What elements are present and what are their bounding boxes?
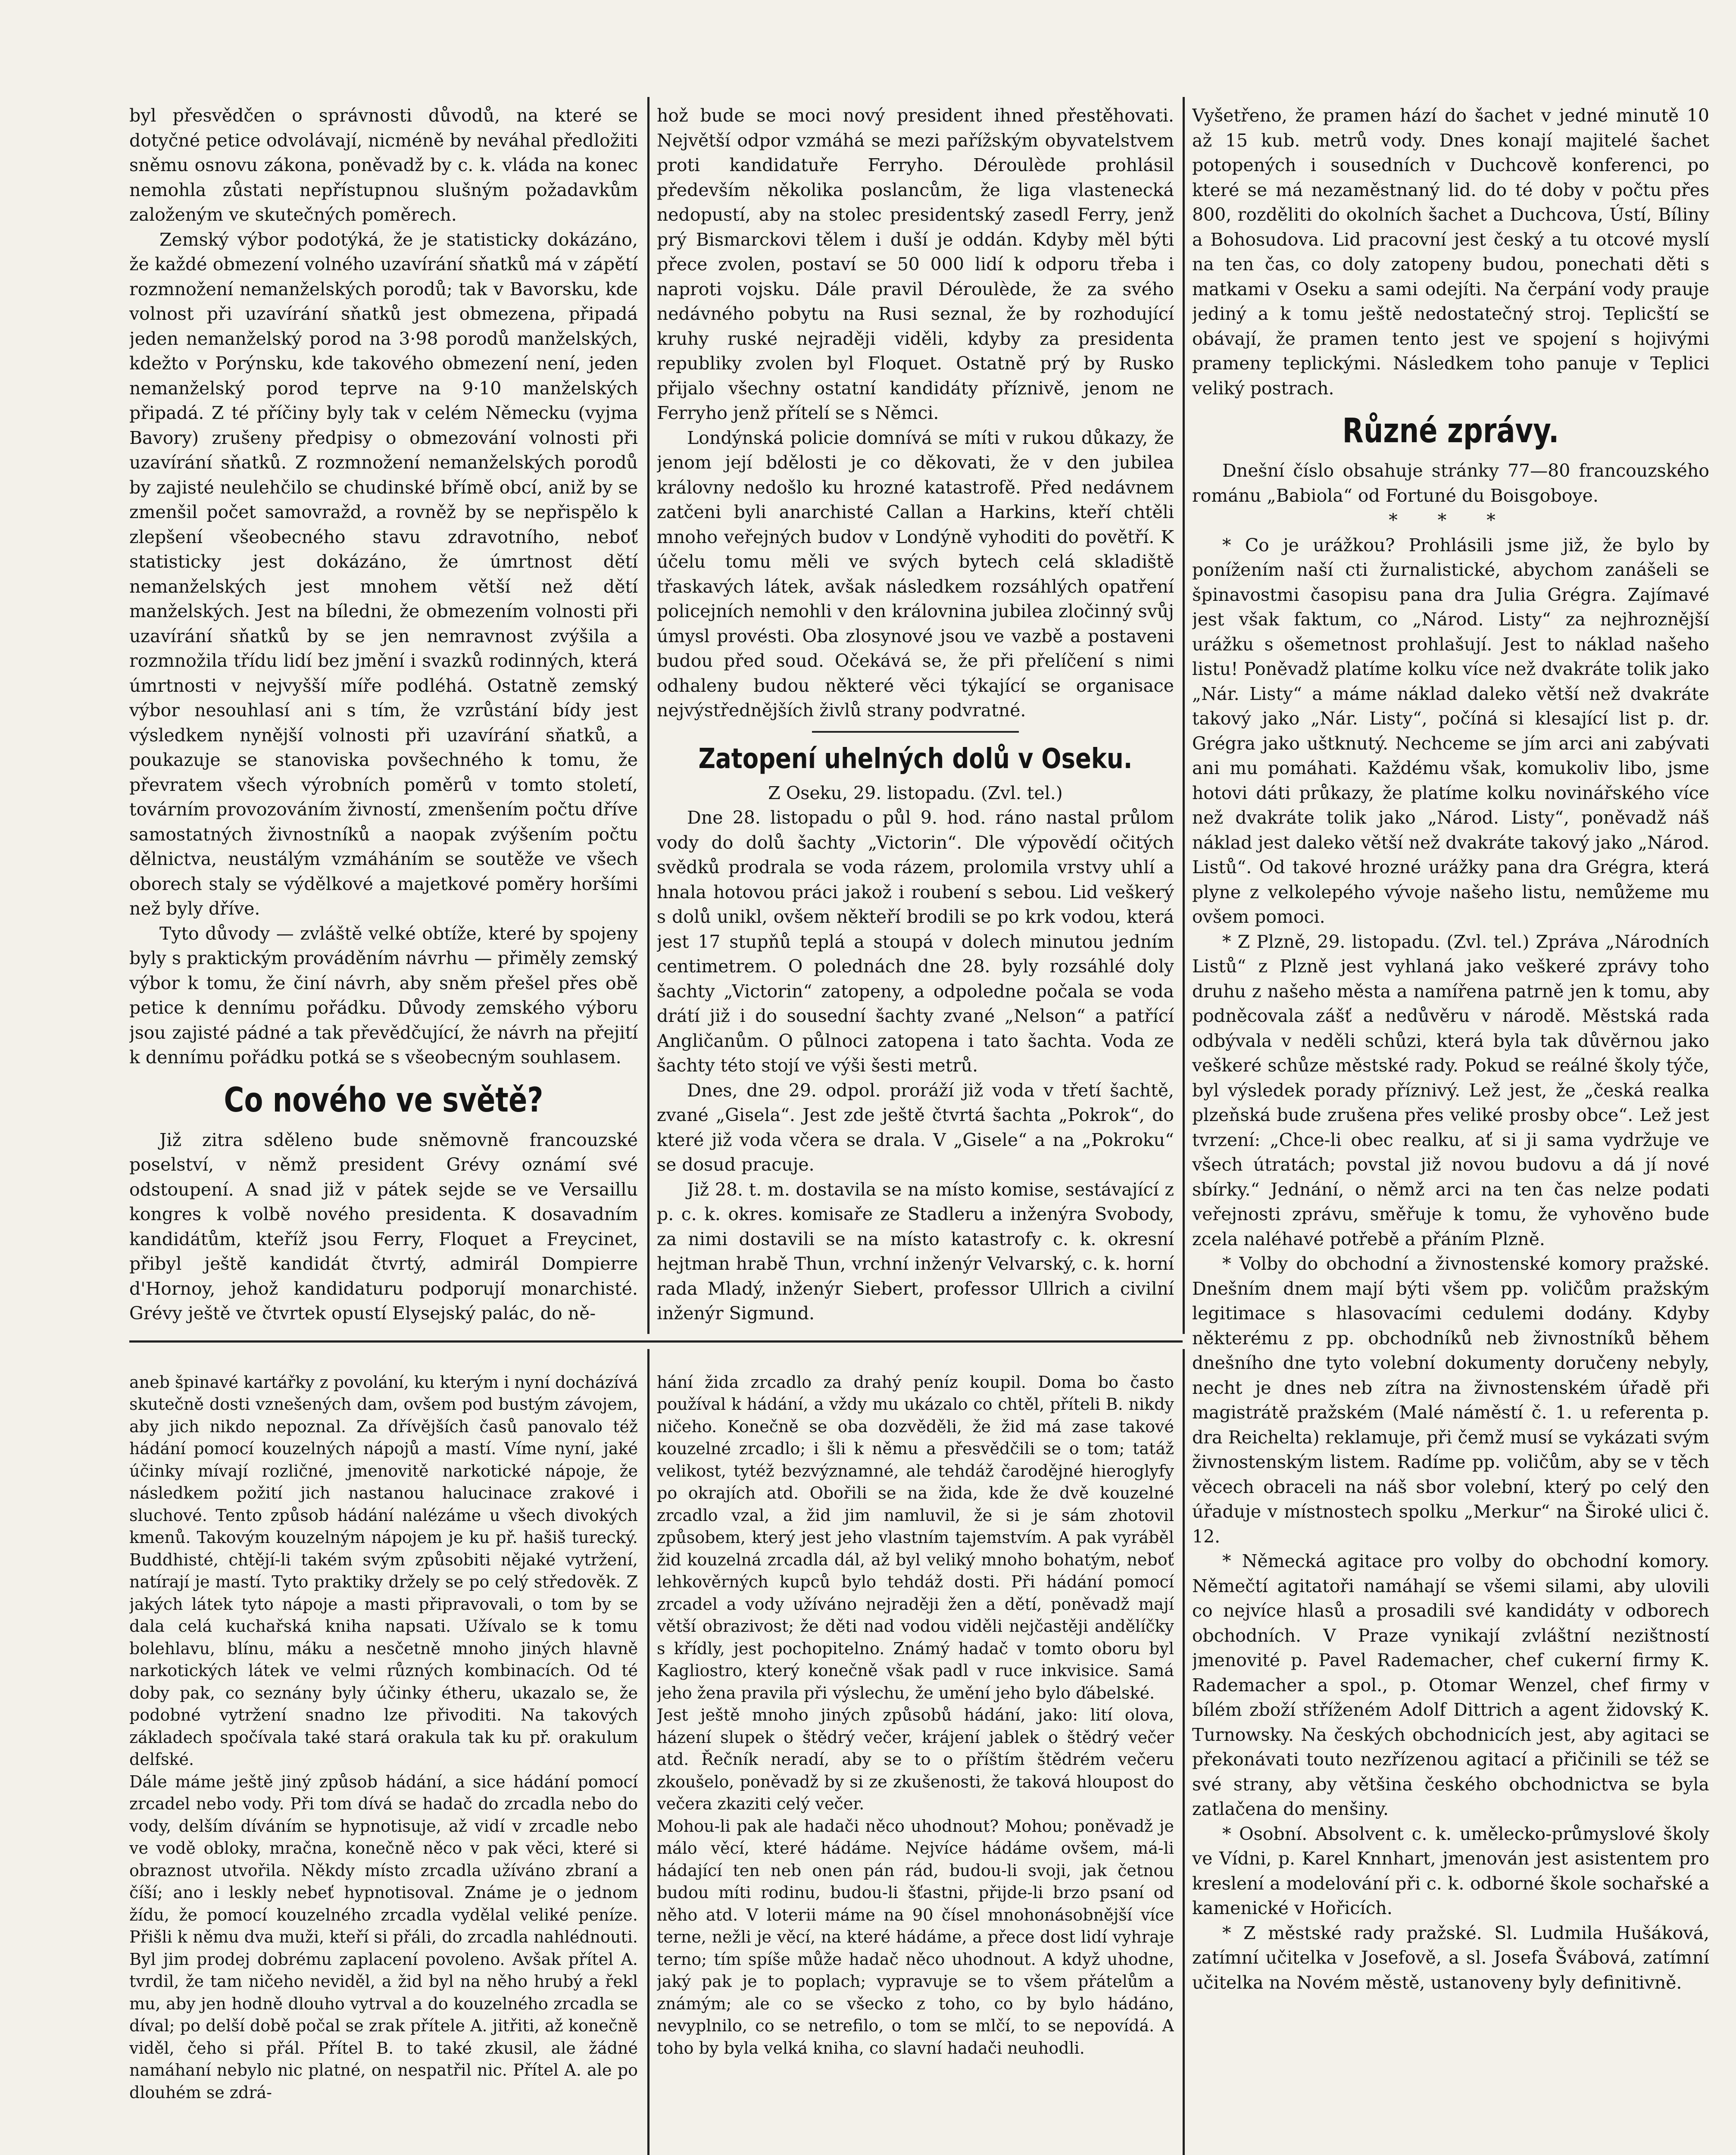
feuilleton-text: aneb špinavé kartářky z povolání, ku kterým i nyní docházívá skutečně dosti vznešených dam, ovšem pod bustým závojem, aby jich nikdo nepoznal. Za dřívějších časů panovalo též hádání pomocí kouzelných nápojů a mastí. Víme nyní, jaké účinky mívají rozličné, jmenovitě narkotické nápoje, že následkem požití jich nastanou halucinace zrakové i sluchové. Tento způsob hádání nalézáme u všech divokých kmenů. Takovým kouzelným nápojem je ku př. hašiš turecký. Buddhisté, chtějí-li takém svým způsobiti nějaké vytržení, natírají je mastí. Tyto praktiky držely se po celý středověk. Z jakých látek tyto nápoje a masti připravovali, o tom by se dala celá kuchařská kniha napsati. Užívalo se k tomu bolehlavu, blínu, máku a nesčetně mnoho jiných hlavně narkotických látek ve velmi různých kombinacích. Od té doby pak, co seznány byly účinky étheru, ukazalo se, že podobné vytržení snadno lze přivoditi. Na takových základech spočívala také stará orakula tak ku př. orakulum delfské. Dále máme ještě jiný způsob hádání, a sice hádání pomocí zrcadel nebo vody. Při tom dívá se hadač do zrcadla nebo do vody, delším díváním se hypnotisuje, až vidí v zrcadle nebo ve vodě obloky, mračna, konečně něco v pak věci, které si obraznost utvořila. Někdy místo zrcadla užíváno zbraní a číší; ano i leskly nebeť hypnotisoval. Známe je o jednom žídu, že pomocí kouzelného zrcadla vydělal veliké peníze. Přišli k němu dva muži, kteří si přáli, do zrcadla nahlédnouti. Byl jim prodej dobrému zaplacení povoleno. Avšak přítel A. tvrdil, že tam ničeho neviděl, a žid byl na něho hrubý a řekl mu, aby jen hodně dlouho vytrval a do kouzelného zrcadla se díval; po delší době počal se zrak přítele A. jitřiti, až konečně viděl, čeho si přál. Přítel B. to také zkusil, ale žádné namáhaní nebylo nic platné, on nespatřil nic. Přítel A. ale po dlouhém se zdrá- [129, 1372, 638, 2102]
article-paragraph: Již zitra sděleno bude sněmovně francouzské poselství, v němž president Grévy oznámí své odstoupení. A snad již v pátek sejde se ve Versaillu kongres k volbě nového presidenta. K dosavadním kandidátům, kteříž jsou Ferry, Floquet a Freycinet, přibyl ještě kandidát čtvrtý, admirál Dompierre d'Hornoy, jehož kandidaturu podporují monarchisté. Grévy ještě ve čtvrtek opustí Elysejský palác, do ně- [129, 1129, 638, 1324]
separator [812, 731, 1019, 733]
section-heading: Zatopení uhelných dolů v Oseku. [698, 743, 1133, 775]
column-rule [1183, 1349, 1185, 2155]
article-paragraph: * Německá agitace pro volby do obchodní komory. Němečtí agitatoři namáhají se všemi silami, aby ulovili co nejvíce hlasů a prosadili své kandidáty v odborech obchodních. V Praze vynikají zvláštní nezištností jmenovité p. Pavel Rademacher, chef cukerní firmy K. Rademacher a spol., p. Otomar Wenzel, chef firmy v bílém zboží stříženém Adolf Dittrich a agent židovský K. Turnowsky. Na českých obchodnicích jest, aby agitaci se překonávati touto nezřízenou agitací a přičinili se též se své strany, aby většina českého obchodnictva se byla zatlačena do menšiny. [1192, 1551, 1709, 1819]
article-column-1 [129, 103, 638, 1336]
article-paragraph: Zemský výbor podotýká, že je statisticky dokázáno, že každé obmezení volného uzavírání sňatků má v zápětí rozmnožení nemanželských porodů; tak v Bavorsku, kde volnost při uzavírání sňatků jest obmezena, připadá jeden nemanželský porod na 3·98 porodů manželských, kdežto v Porýnsku, kde takového obmezení není, jeden nemanželský porod teprve na 9·10 manželských připadá. Z té příčiny byly tak v celém Německu (vyjma Bavory) zrušeny předpisy o obmezování volnosti při uzavírání sňatků. Z rozmnožení nemanželských porodů by zajisté neulehčilo se chudinské břímě obcí, aniž by se zmenšil počet samovražd, a rovněž by se nepřispělo k zlepšení všeobecného stavu zdravotního, neboť statisticky jest dokázáno, že úmrtnost dětí nemanželských jest mnohem větší než dětí manželských. Jest na bíledni, že obmezením volnosti při uzavírání sňatků by se jen nemravnost zvýšila a rozmnožila třídu lidí bez jmění i svazků rodinných, která úmrtnosti v nejvyšší míře podléhá. Ostatně zemský výbor nesouhlasí ani s tím, že vzrůstání bídy jest výsledkem nynější volnosti při uzavírání sňatků, a poukazuje se stanoviska povšechného k tomu, že převratem všech výrobních poměrů v tomto století, továrním provozováním živností, zmenšením počtu dříve samostatných živnostníků a naopak zvýšením počtu dělnictva, neustálým vzmáháním se soutěže ve všech oborech staly se výdělkové a majetkové poměry horšími než byly dříve. [129, 229, 638, 919]
article-paragraph: * Z městské rady pražské. Sl. Ludmila Hušáková, zatímní učitelka v Josefově, a sl. Josefa Švábová, zatímní učitelka na Novém městě, ustanovenу byly definitivně. [1192, 1922, 1709, 1993]
column-rule [647, 97, 649, 1334]
feuilleton-text: hání žida zrcadlo za drahý peníz koupil. Doma bo často používal k hádání, a vždy mu ukázalo co chtěl, příteli B. nikdy ničeho. Konečně se oba dozvěděli, že žid má zase takové kouzelné zrcadlo; i šli k němu a přesvědčili se o tom; tatáž velikost, tytéž bezvýznamné, ale tehdáž čarodějné hieroglyfy po okrajích atd. Obořili se na žida, kde že dvě kouzelné zrcadlo vzal, a žid jim namluvil, že si je sám zhotovil způsobem, který jest jeho vlastním tajemstvím. A pak vyráběl žid kouzelná zrcadla dál, až byl veliký mnoho bohatým, neboť lehkověrných kupců bylo tehdáž dosti. Při hádání pomocí zrcadel a vody užíváno nejraději žen a dětí, poněvadž mají větší obrazivost; že děti nad vodou viděli nejčastěji andělíčky s křídly, jest pochopitelno. Známý hadač v tomto oboru byl Kagliostro, který konečně však padl v ruce inkvisice. Samá jeho žena pravila při výslechu, že umění jeho bylo ďábelské. Jest ještě mnoho jiných způsobů hádání, jako: lití olova, házení slupek o štědrý večer, krájení jablek o štědrý večer atd. Řečník neradí, aby se to o příštím štědrém večeru zkoušelo, poněvadž by si ze zkušenosti, že taková hloupost do večera zkaziti celý večer. Mohou-li pak ale hadači něco uhodnout? Mohou; poněvadž je málo věcí, které hádáme. Nejvíce hádáme ovšem, má-li hádající ten neb onen pán rád, budou-li svoji, jak četnou budou míti rodinu, budou-li šťastni, přijde-li brzo psaní od něho atd. V loterii máme na 90 čísel mnohonásobnější více terne, nežli je věcí, na které hádáme, a přece dost lidí vyhraje terno; tím spíše může hadač něco uhodnout. A když uhodne, jaký pak je to poplach; vypravuje se to všem přátelům a známým; ale co se všecko z toho, co by bylo hádáno, nevyplnilo, co se netrefilo, o tom se mlčí, to se nepovídá. A toho by byla velká kniha, co slavní hadači neuhodli. [657, 1372, 1174, 2058]
article-paragraph: Tyto důvody — zvláště velké obtíže, které by spojeny byly s praktickým prováděním návrhu — přiměly zemský výbor k tomu, že činí návrh, aby sněm přešel přes obě petice k dennímu pořádku. Důvody zemského výboru jsou zajisté pádné a tak převědčující, že návrh na přejití k dennímu pořádku potká se s všeobecným souhlasem. [129, 923, 638, 1068]
article-paragraph: Dne 28. listopadu o půl 9. hod. ráno nastal průlom vody do dolů šachty „Victorin“. Dle výpovědí očitých svědků prodrala se voda rázem, prolomila vrstvy uhlí a hnala hotovou práci jakož i roubení s sebou. Lid veškerý s dolů unikl, ovšem někteří brodili se po krk vodou, která jest 17 stupňů teplá a stoupá v dolech minutou jedním centimetrem. O polednách dne 28. byly rozsáhlé doly šachty „Victorin“ zatopeny, a odpoledne počala se voda drátí již i do sousední šachty zvané „Nelson“ a patřící Angličanům. O půlnoci zatopena i tato šachta. Voda ze šachty této stojí ve výši šesti metrů. [657, 807, 1174, 1076]
column-rule [1183, 97, 1185, 1334]
feuilleton-rule [129, 1340, 1183, 1343]
feuilleton-column-right [657, 1349, 1174, 2155]
article-paragraph: hož bude se moci nový president ihned přestěhovati. Největší odpor vzmáhá se mezi pařížským obyvatelstvem proti kandidatuře Ferryho. Déroulède prohlásil především několika poslancům, že liga vlastenecká nedopustí, aby na stolec presidentský zasedl Ferry, jenž prý Bismarckovi tělem i duší je oddán. Kdyby měl býti přece zvolen, postaví se 50 000 lidí k odporu třeba i naproti vojsku. Dále pravil Déroulède, že za svého nedávného pobytu na Rusi seznal, že by rozhodující kruhy ruské nejraději viděli, kdyby za presidenta republiky zvolen byl Floquet. Ostatně prý by Rusko přijalo všechny ostatní kandidáty příznivě, jenom ne Ferryho jenž přítelí se s Němci. [657, 105, 1174, 423]
article-paragraph: * Z Plzně, 29. listopadu. (Zvl. tel.) Zpráva „Národních Listů“ z Plzně jest vyhlaná jako veškeré zprávy toho druhu z našeho města a namířena patrně jen k tomu, aby podněcovala zášť a nedůvěru v národě. Městská rada odbývala v neděli schůzi, která byla tak důvěrnou jako veškeré schůze městské rady. Pokud se reálné školy týče, byl výsledek porady příznivý. Lež jest, že „česká realka plzeňská bude zrušena přes veliké prosby obce“. Lež jest tvrzení: „Chce-li obec realku, ať si ji sama vydržuje ve všech útratách; povstal již novou budovu a dá jí nové sbírky.“ Jednání, o němž arci na ten čas nelze podati veřejnosti zprávu, směřuje k tomu, že vyhověno bude zcela naléhavé potřebě a přáním Plzně. [1192, 931, 1709, 1249]
article-paragraph: Dnes, dne 29. odpol. proráží již voda v třetí šachtě, zvané „Gisela“. Jest zde ještě čtvrtá šachta „Pokrok“, do které již voda včera se drala. V „Gisele“ a na „Pokroku“ se dosud pracuje. [657, 1080, 1174, 1175]
article-paragraph: * Osobní. Absolvent c. k. umělecko-průmyslové školy ve Vídni, p. Karel Knnhart, jmenován jest asistentem pro kreslení a modelování při c. k. odborné škole sochařské a kamenické v Hořicích. [1192, 1823, 1709, 1918]
article-paragraph: Dnešní číslo obsahuje stránky 77—80 francouzského románu „Babiola“ od Fortuné du Boisgoboye. [1192, 460, 1709, 506]
feuilleton-column-left [129, 1349, 638, 2155]
article-paragraph: * Co je urážkou? Prohlásili jsme již, že bylo by ponížením naší cti žurnalistické, abychom zanášeli se špinavostmi časopisu pana dra Julia Grégra. Zajímavé jest však faktum, co „Národ. Listy“ za nejhroznější urážku s ošemetnost prohlašují. Jest to náklad našeho listu! Poněvadž platíme kolku více než dvakráte tolik jako „Nár. Listy“ a máme náklad daleko větší než dvakráte takový jako „Nár. Listy“, počíná si klesající list p. dr. Grégra jako uštknutý. Nechceme se jím arci ani zabývati ani mu pomáhati. Každému však, komukoliv libo, jsme hotovi dáti průkazy, že platíme kolku novinářského více než dvakráte tolik jako „Národ. Listy“, poněvadž náš náklad jest daleko větší než dvakráte takový jako „Národ. Listů“. Od takové hrozné urážky pana dra Grégra, která plyne z velkolepého vývoje našeho listu, nemůžeme mu ovšem pomoci. [1192, 534, 1709, 927]
article-column-2 [657, 103, 1174, 1336]
article-paragraph: Již 28. t. m. dostavila se na místo komise, sestávající z p. c. k. okres. komisaře ze Stadleru a inženýra Svobody, za nimi dostavili se na místo katastrofy c. k. okresní hejtman hrabě Thun, vrchní inženýr Velvarský, c. k. horní rada Mladý, inženýr Siebert, professor Ullrich a civilní inženýr Sigmund. [657, 1179, 1174, 1324]
article-paragraph: * Volby do obchodní a živnostenské komory pražské. Dnešním dnem mají býti všem pp. voličům pražským legitimace s hlasovacími cedulemi dodány. Kdyby některému z pp. obchodníků neb živnostníků během dnešního dne tyto volební dokumenty doručeny nebyly, necht je dnes neb zítra na živnostenském úřadě při magistrátě pražském (Malé náměstí č. 1. u referenta p. dra Reichelta) reklamuje, při čemž musí se vykázati svým živnostenským listem. Radíme pp. voličům, aby se v těch věcech obraceli na náš sbor volební, který po celý den úřaduje v místnostech spolku „Merkur“ na Široké ulici č. 12. [1192, 1253, 1709, 1547]
section-heading: Co nového ve světě? [224, 1081, 543, 1120]
column-rule [647, 1349, 649, 2155]
dateline: Z Oseku, 29. listopadu. (Zvl. tel.) [768, 782, 1063, 803]
section-heading: Různé zprávy. [1342, 412, 1559, 450]
article-paragraph: byl přesvědčen o správnosti důvodů, na které se dotyčné petice odvolávají, nicméně by neváhal předložiti sněmu osnovu zákona, poněvadž by c. k. vláda na konec nemohla zůstati nepřístupnou slušným požadavkům založeným ve skutečných poměrech. [129, 105, 638, 225]
article-paragraph: Vyšetřeno, že pramen hází do šachet v jedné minutě 10 až 15 kub. metrů vody. Dnes konají majitelé šachet potopených i sousedních v Duchcově konferenci, po které se má nezaměstnaný lid. do té doby v počtu přes 800, rozděliti do okolních šachet a Duchcova, Ústí, Bíliny a Bohosudova. Lid pracovní jest český a tu otcové myslí na ten čas, co doly zatopeny budou, ponechati děti s matkami v Oseku a sami odejíti. Na čerpání vody prauje jediný a k tomu ještě nedostatečný stroj. Teplicští se obávají, že pramen tento jest ve spojení s hojivými prameny teplickými. Následkem toho panuje v Teplici veliký postrach. [1192, 105, 1709, 399]
article-paragraph: Londýnská policie domnívá se míti v rukou důkazy, že jenom její bdělosti je co děkovati, že v den jubilea královny nedošlo ku hrozné katastrofě. Před nedávnem zatčeni byli anarchisté Callan a Harkins, kteří chtěli mnoho veřejných budov v Londýně vyhoditi do povětří. K účelu tomu měli ve svých bytech celá skladiště třaskavých látek, avšak následkem rozsáhlých opatření policejních nemohli v den královnina jubilea zločinný svůj úmysl provésti. Oba zlosynové jsou ve vazbě a postaveni budou před soud. Očekává se, že při přelíčení s nimi odhaleny budou některé věci týkající se organisace nejvýstřednějších živlů strany podvratné. [657, 427, 1174, 721]
article-column-3 [1192, 103, 1709, 2155]
separator-stars: * * * [1389, 510, 1513, 531]
